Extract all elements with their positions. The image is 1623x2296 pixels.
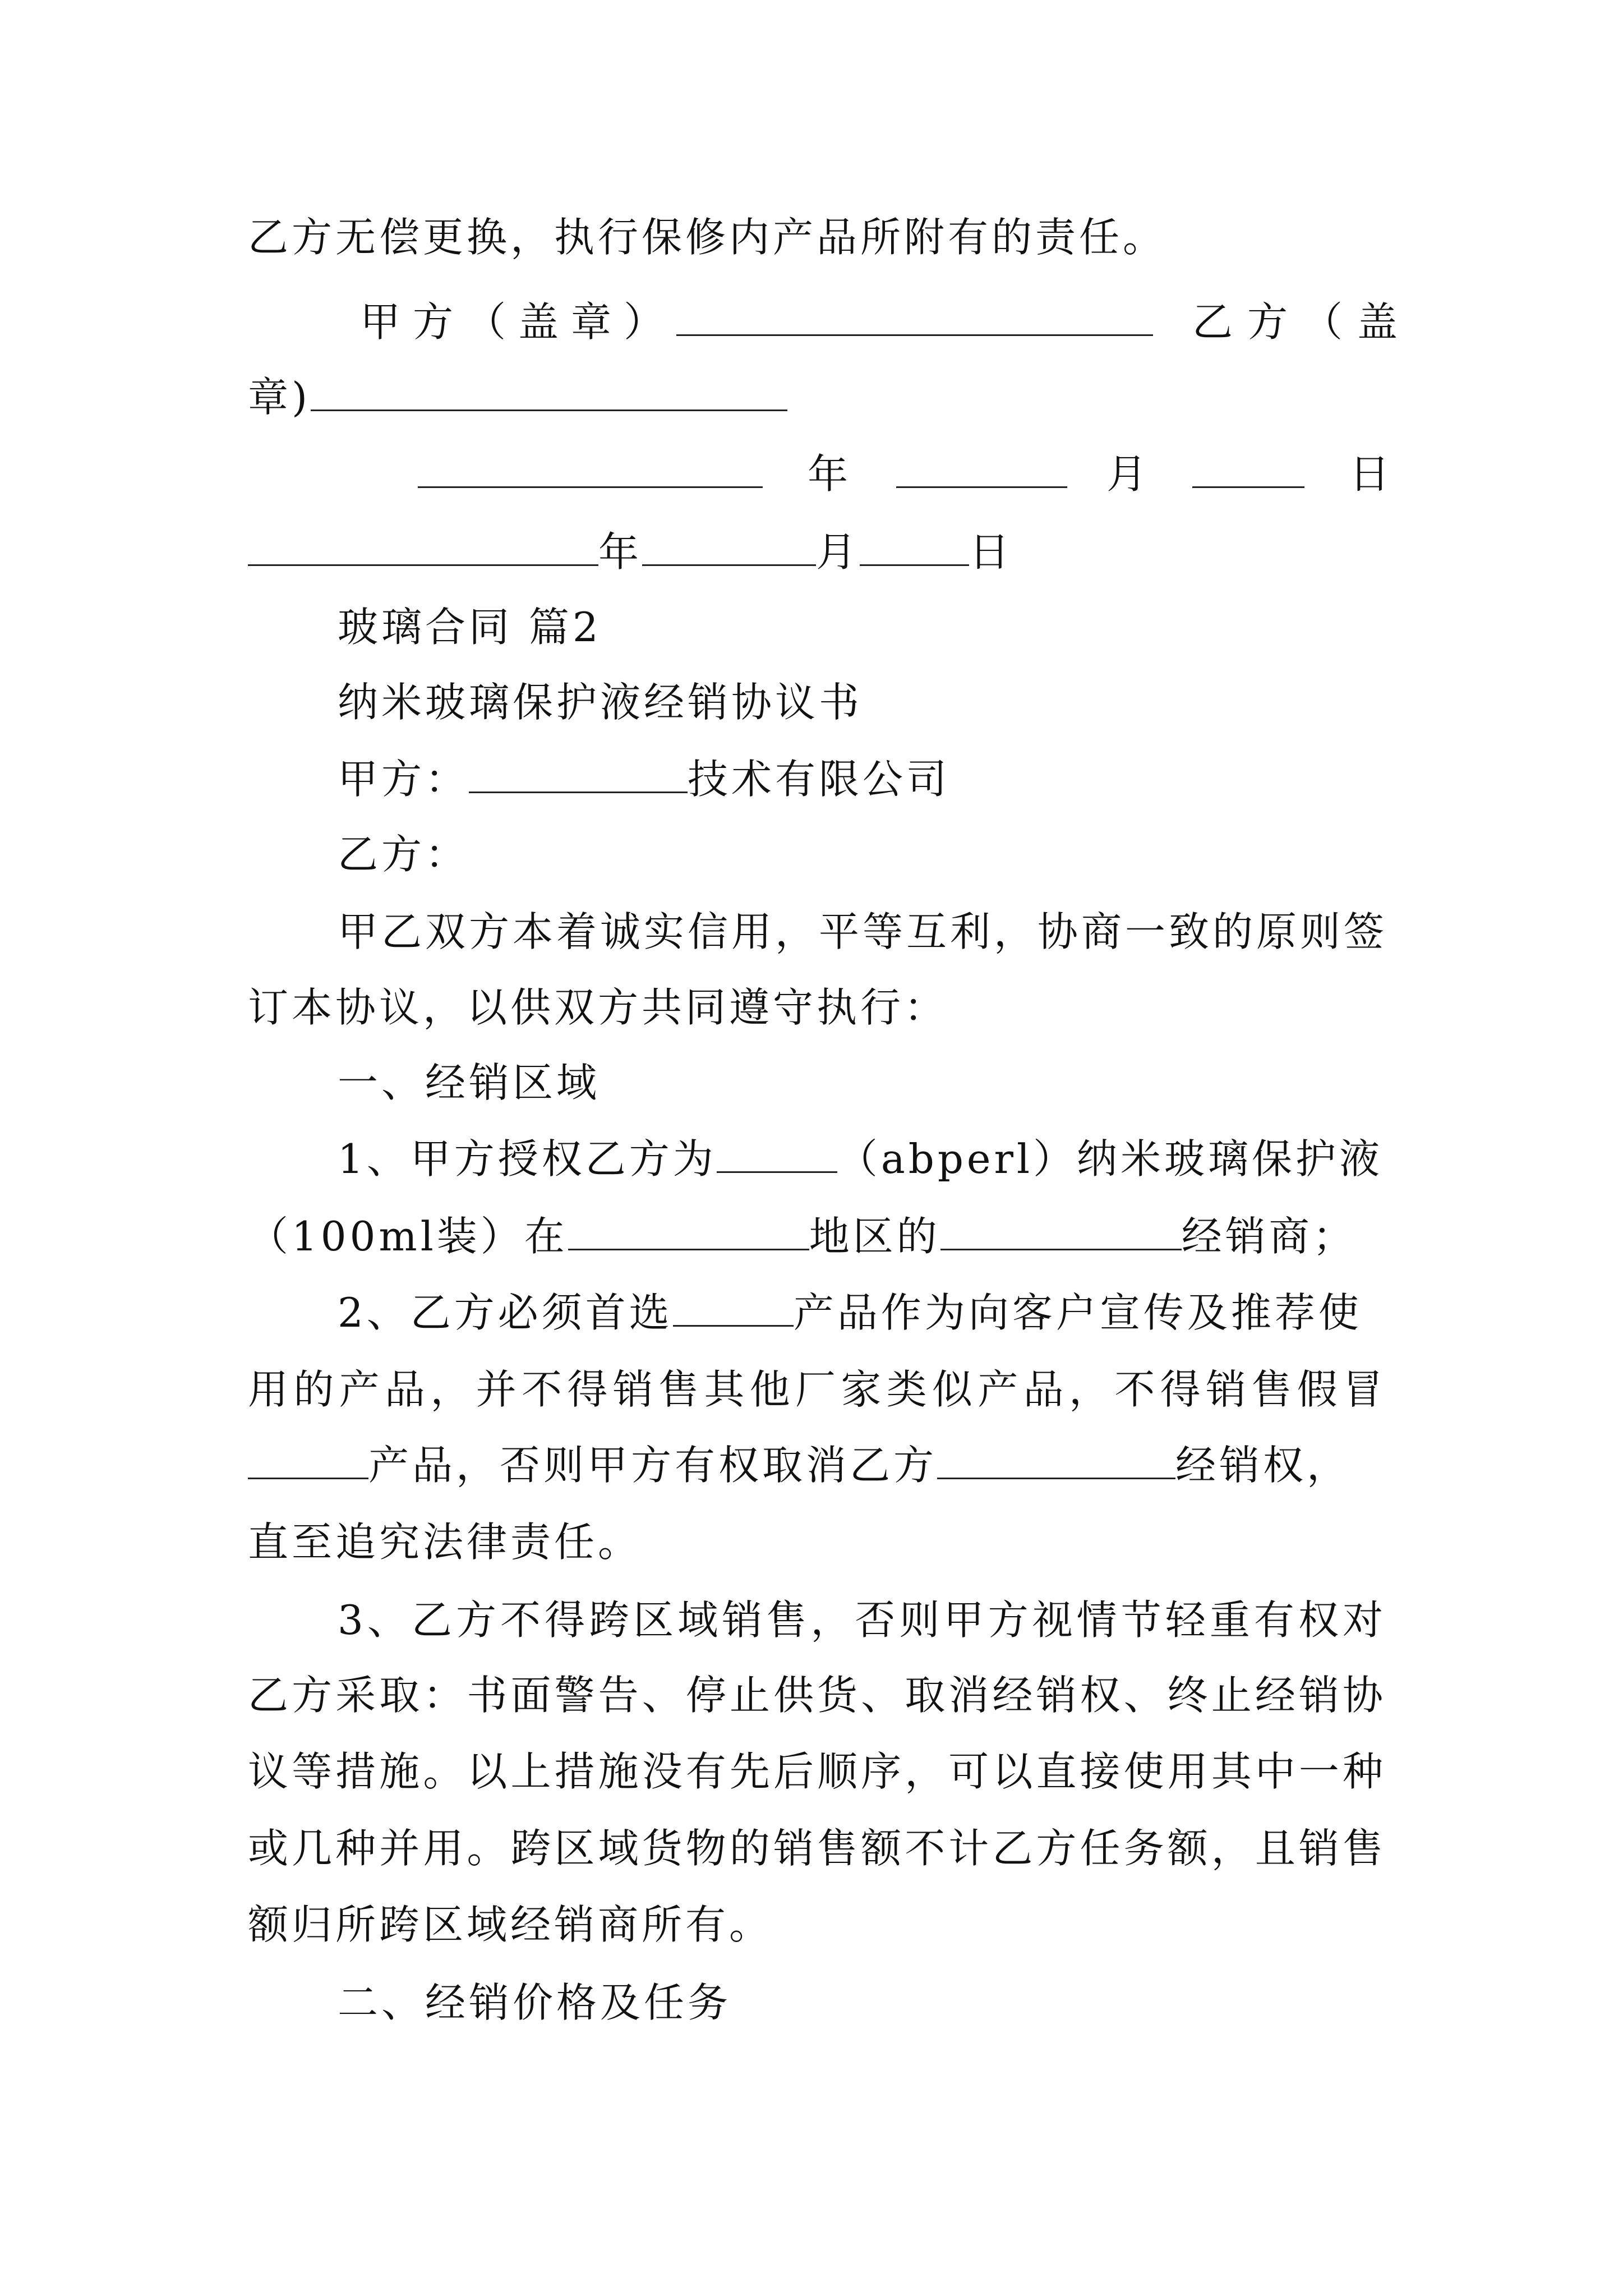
- text-line: 1、甲方授权乙方为 （abperl）纳米玻璃保护液: [338, 1125, 1386, 1193]
- party-a-seal-blank: [676, 295, 1153, 336]
- date-line-party-a: 年 月 日: [418, 440, 1386, 508]
- text-line: 直至追究法律责任。: [248, 1519, 642, 1566]
- party-b-line: 乙方：: [338, 831, 469, 878]
- section-heading: 玻璃合同 篇2: [338, 604, 602, 651]
- party-b-seal-blank: [311, 370, 787, 411]
- text-line: 乙方无偿更换，执行保修内产品所附有的责任。: [248, 214, 1167, 261]
- text-line: 产品，否则甲方有权取消乙方 经销权，: [248, 1432, 1386, 1499]
- text-line: 用的产品，并不得销售其他厂家类似产品，不得销售假冒: [248, 1366, 1386, 1413]
- document-title: 纳米玻璃保护液经销协议书: [338, 679, 863, 726]
- text-line: 额归所跨区域经销商所有。: [248, 1901, 773, 1948]
- clause-heading: 一、经销区域: [338, 1059, 601, 1106]
- text-line: （100ml装）在 地区的 经销商；: [248, 1203, 1386, 1270]
- clause-heading: 二、经销价格及任务: [338, 1979, 732, 2026]
- text-line: 章): [248, 364, 1386, 431]
- text-line: 或几种并用。跨区域货物的销售额不计乙方任务额，且销售: [248, 1825, 1386, 1872]
- text-line: 议等措施。以上措施没有先后顺序，可以直接使用其中一种: [248, 1748, 1386, 1795]
- date-line-party-b: 年 月 日: [248, 518, 1386, 586]
- party-a-line: 甲方： 技术有限公司: [338, 746, 1386, 813]
- text-line: 3、乙方不得跨区域销售，否则甲方视情节轻重有权对: [338, 1596, 1386, 1644]
- signature-line-parties: 甲方（盖章） 乙方（盖: [248, 288, 1386, 356]
- party-a-name-blank: [469, 752, 688, 793]
- text-line: 乙方采取：书面警告、停止供货、取消经销权、终止经销协: [248, 1672, 1386, 1719]
- text-line: 甲乙双方本着诚实信用，平等互利，协商一致的原则签: [338, 908, 1388, 955]
- text-line: 2、乙方必须首选 产品作为向客户宣传及推荐使: [338, 1279, 1386, 1346]
- text-line: 订本协议，以供双方共同遵守执行：: [248, 984, 948, 1031]
